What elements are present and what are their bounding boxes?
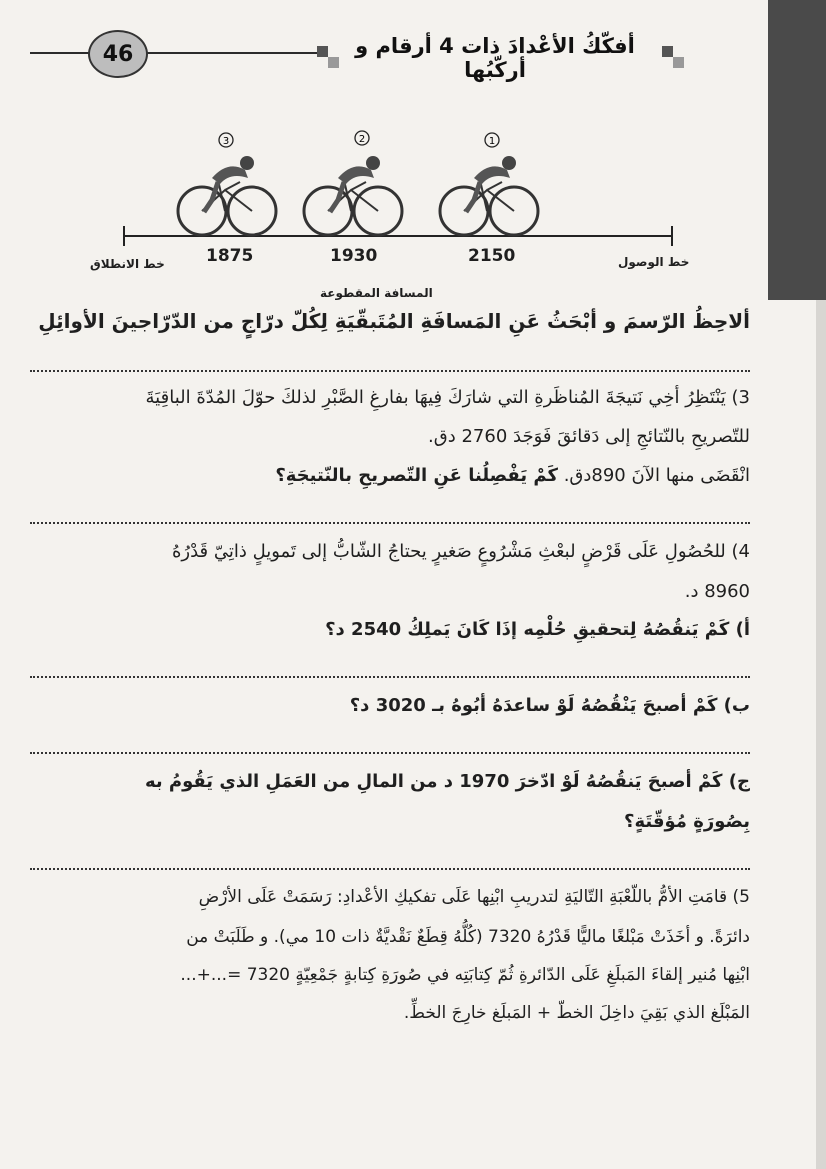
q5-line-4: المَبْلَغ الذي بَقِيَ داخِلَ الخطّ + المَبلَغ خارِجَ الخطِّ. [403, 1003, 750, 1023]
cyclist-icon [440, 133, 538, 235]
answer-line [30, 522, 750, 524]
answer-line [30, 370, 750, 372]
figure-instruction: ألاحِظُ الرّسمَ و أبْحَثُ عَنِ المَسافَةِ المُتَبقّيَةِ لِكُلّ درّاجٍ من الدّرّاجينَ الأوائِلِ [38, 309, 750, 333]
page-number: 46 [88, 30, 148, 78]
q3-question: كَمْ يَفْصِلُنا عَنِ التّصريحِ بالنّتيجَةِ؟ [275, 465, 558, 486]
q5-line-1: 5) قامَتِ الأمُّ باللّعْبَةِ التّاليَةِ لتدريبِ ابْنِها عَلَى تفكيكِ الأعْدادِ: رَسَمَتْ عَلَى الأرْضِ [198, 887, 750, 907]
q4-part-c-line-1: ج) كَمْ أصبحَ يَنقُصُهُ لَوْ ادّخرَ 1970 د من المالِ من العَمَلِ الذي يَقُومُ به [144, 771, 750, 792]
cyclist-icon [304, 131, 402, 235]
header-rule-middle [146, 52, 326, 54]
q3-line-3 [30, 462, 750, 490]
q4-part-a: أ) كَمْ يَنقُصُهُ لِتحقيقِ حُلْمِه إذَا كَانَ يَملِكُ 2540 د؟ [325, 619, 750, 640]
q4-part-c-line-2: بِصُورَةٍ مُؤقّتَةٍ؟ [624, 811, 750, 832]
page-title: أفكّكُ الأعْدادَ ذات 4 أرقام و أركّبُها [355, 34, 635, 82]
cyclist-icon [178, 133, 276, 235]
arrival-line-label: خط الوصول [618, 255, 690, 269]
q3-line-1: 3) يَنْتَظِرُ أخِي نَتيجَةَ المُناظَرةِ التي شارَكَ فِيهَا بفارغِ الصَّبْرِ لذلكَ حوّلَ المُدّةَ الباقِيَةَ [145, 387, 750, 408]
answer-line [30, 676, 750, 678]
answer-line [30, 868, 750, 870]
q4-part-b: ب) كَمْ أصبحَ يَنْقُصُهُ لَوْ ساعدَهُ أبُوهُ بـ 3020 د؟ [349, 695, 750, 716]
rider-number: 2 [358, 134, 366, 145]
answer-line [30, 752, 750, 754]
distance-rider-2: 1930 [330, 246, 378, 266]
q5-line-3: ابْنِها مُنير إلقاءَ المَبلَغِ عَلَى الدّائرةِ ثُمّ كِتابَتِه في صُورَةِ كِتابةٍ جَمْعِيّةٍ 7320 =...+... [180, 965, 750, 985]
header-square-icon [317, 46, 328, 57]
q3-line-2: للتّصريحِ بالنّتائجِ إلى دَقائقَ فَوَجَدَ 2760 دق. [428, 426, 750, 447]
book-spine [768, 0, 826, 300]
header-square-icon [673, 57, 684, 68]
cyclists-figure [100, 120, 700, 305]
header-rule-left [30, 52, 90, 54]
rider-number: 1 [488, 136, 496, 147]
distance-rider-1: 2150 [468, 246, 516, 266]
start-line-label: خط الانطلاق [90, 257, 165, 271]
q4-line-1: 4) للحُصُولِ عَلَى قَرْضٍ لبعْثِ مَشْرُوعٍ صَغيرٍ يحتاجُ الشّابُّ إلى تَمويلٍ ذاتِيّ قَدْرُهُ [171, 541, 750, 562]
rider-number: 3 [222, 136, 230, 147]
header-square-icon [662, 46, 673, 57]
q5-line-2: دائرَةً. و أخَذَتْ مَبْلغًا ماليًّا قَدْرُهُ 7320 (كُلُّهُ قِطَعٌ نَقْديَّةٌ ذات 10 مي). و طَلَبَتْ من [186, 927, 750, 947]
distance-rider-3: 1875 [206, 246, 254, 266]
distance-axis-label: المسافة المقطوعة [320, 286, 433, 300]
q4-line-2: 8960 د. [684, 581, 750, 602]
page-edge [816, 300, 826, 1169]
q3-elapsed: انْقَضَى منها الآنَ 890دق. [563, 465, 750, 486]
